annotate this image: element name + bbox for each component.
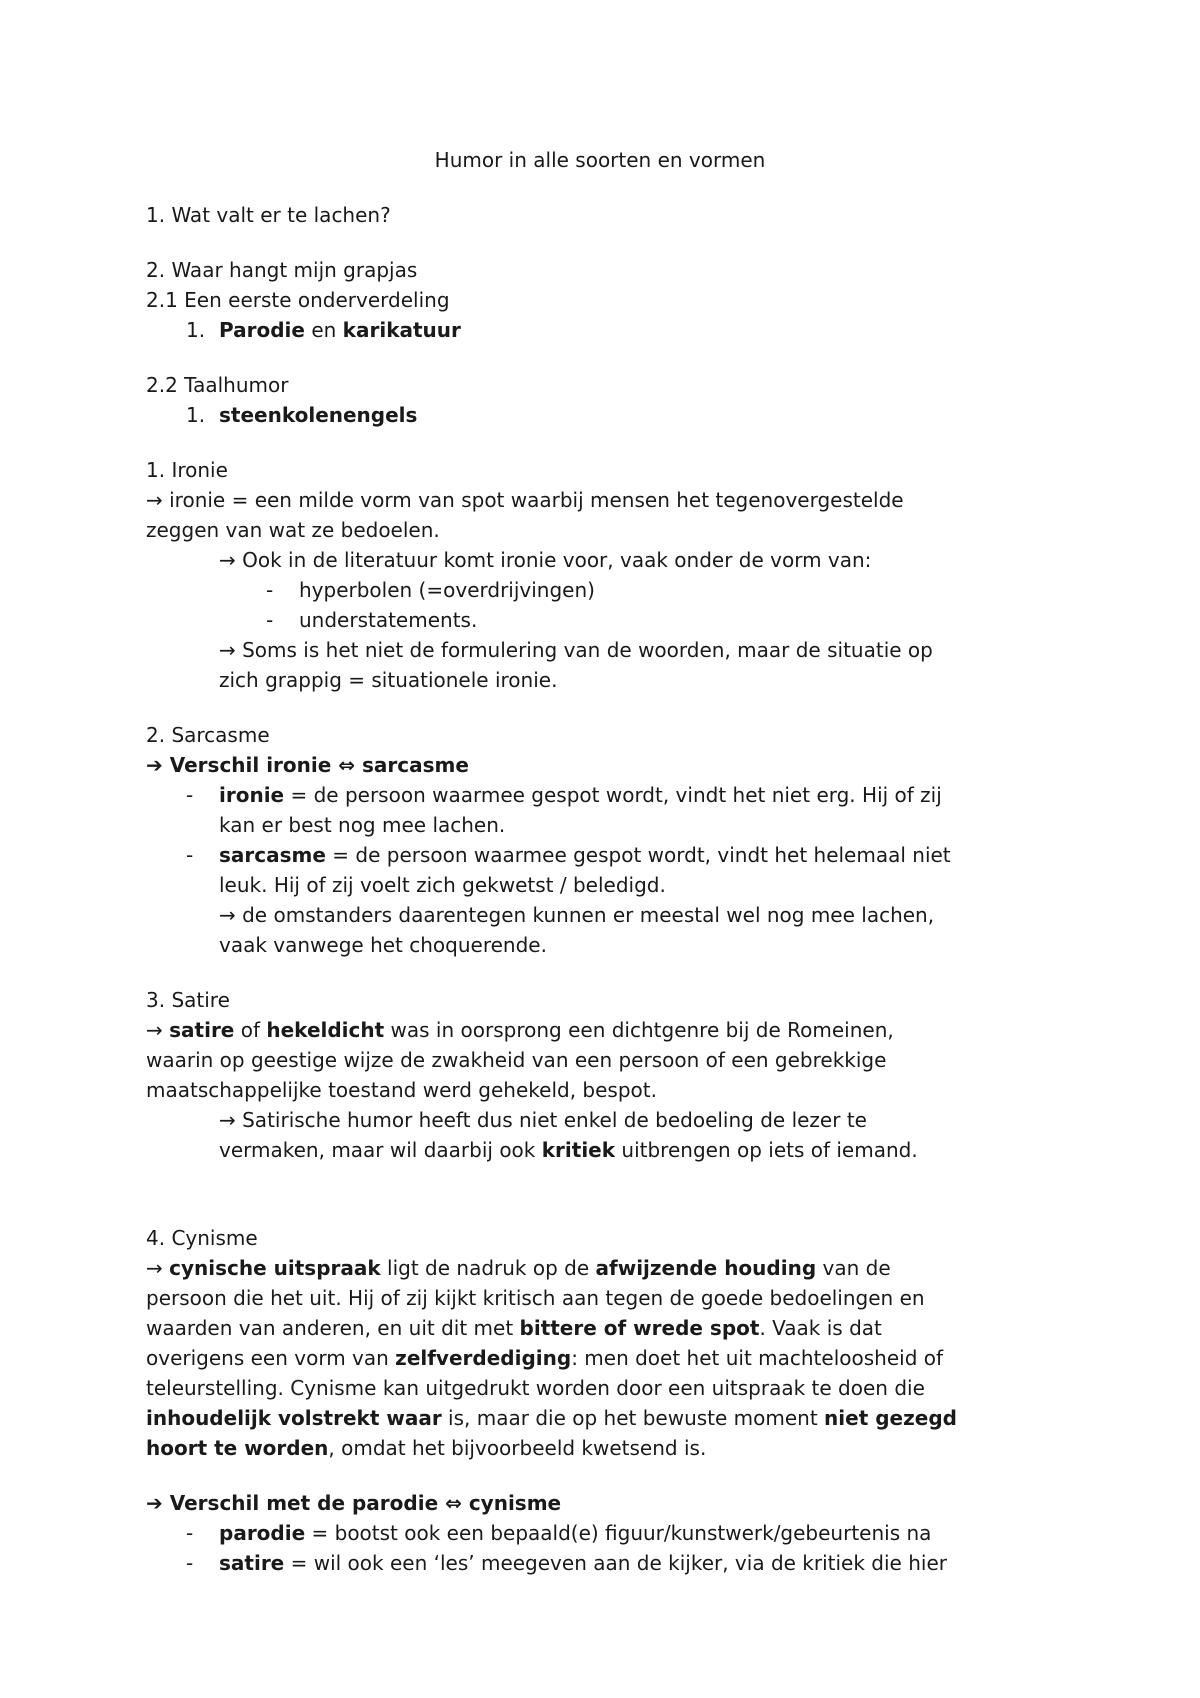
subheading-bold: ➔ Verschil ironie ⇔ sarcasme	[146, 753, 469, 777]
list-item	[146, 400, 1066, 430]
term-bold: satire	[169, 1018, 235, 1042]
term-bold: sarcasme	[219, 843, 326, 867]
section-heading: 1. Wat valt er te lachen?	[146, 203, 391, 227]
paragraph-line: → satire of hekeldicht was in oorsprong een dichtgenre bij de Romeinen,	[146, 1018, 894, 1042]
paragraph-line: leuk. Hij of zij voelt zich gekwetst / beledigd.	[219, 873, 666, 897]
list-item: - parodie = bootst ook een bepaald(e) figuur/kunstwerk/gebeurtenis na	[146, 1518, 1066, 1548]
paragraph-line: → de omstanders daarentegen kunnen er meestal wel nog mee lachen,	[219, 903, 935, 927]
dash-bullet: -	[186, 783, 194, 807]
subsection-heading: 2.1 Een eerste onderverdeling	[146, 288, 450, 312]
paragraph-line: maatschappelijke toestand werd gehekeld, bespot.	[146, 1078, 657, 1102]
dash-bullet: -	[186, 1551, 194, 1575]
list-item: 1. Parodie en karikatuur	[146, 315, 1066, 345]
section-heading: 1. Ironie	[146, 458, 228, 482]
list-item: - sarcasme = de persoon waarmee gespot wordt, vindt het helemaal niet	[146, 840, 1066, 870]
paragraph-line: hoort te worden, omdat het bijvoorbeeld kwetsend is.	[146, 1436, 707, 1460]
subheading-bold: ➔ Verschil met de parodie ⇔ cynisme	[146, 1491, 562, 1515]
document-title: Humor in alle soorten en vormen	[434, 148, 766, 172]
term-bold: kritiek	[541, 1138, 616, 1162]
term-bold: parodie	[219, 1521, 306, 1545]
term-bold: satire	[219, 1551, 285, 1575]
paragraph-line: zeggen van wat ze bedoelen.	[146, 518, 440, 542]
paragraph-line: → Ook in de literatuur komt ironie voor, vaak onder de vorm van:	[219, 548, 872, 572]
dash-bullet: -	[186, 843, 194, 867]
subsection-heading: 2.2 Taalhumor	[146, 373, 289, 397]
list-number: 1.	[186, 318, 206, 342]
term-bold: bittere of wrede spot	[519, 1316, 760, 1340]
paragraph-line: → ironie = een milde vorm van spot waarbij mensen het tegenovergestelde	[146, 488, 904, 512]
paragraph-line: waarin op geestige wijze de zwakheid van een persoon of een gebrekkige	[146, 1048, 887, 1072]
paragraph-line: persoon die het uit. Hij of zij kijkt kritisch aan tegen de goede bedoelingen en	[146, 1286, 925, 1310]
section-heading: 2. Waar hangt mijn grapjas	[146, 258, 418, 282]
paragraph-line: overigens een vorm van zelfverdediging: men doet het uit machteloosheid of	[146, 1346, 944, 1370]
term-bold: cynische uitspraak	[169, 1256, 381, 1280]
paragraph-line: → cynische uitspraak ligt de nadruk op de afwijzende houding van de	[146, 1256, 891, 1280]
paragraph-line: vermaken, maar wil daarbij ook kritiek uitbrengen op iets of iemand.	[219, 1138, 918, 1162]
paragraph-line: → Soms is het niet de formulering van de woorden, maar de situatie op	[219, 638, 933, 662]
list-item: - ironie = de persoon waarmee gespot wordt, vindt het niet erg. Hij of zij	[146, 780, 1066, 810]
term-bold: Parodie	[219, 318, 305, 342]
list-number: 1.	[186, 403, 206, 427]
term-bold: ironie	[219, 783, 285, 807]
section-heading: 3. Satire	[146, 988, 230, 1012]
term-bold: inhoudelijk volstrekt waar	[146, 1406, 442, 1430]
paragraph-line: → Satirische humor heeft dus niet enkel de bedoeling de lezer te	[219, 1108, 867, 1132]
dash-bullet: -	[266, 608, 274, 632]
paragraph-line: teleurstelling. Cynisme kan uitgedrukt worden door een uitspraak te doen die	[146, 1376, 925, 1400]
document-body	[146, 145, 1066, 1578]
section-heading: 2. Sarcasme	[146, 723, 270, 747]
paragraph-line: kan er best nog mee lachen.	[219, 813, 506, 837]
dash-bullet: -	[266, 578, 274, 602]
term-bold: afwijzende houding	[595, 1256, 817, 1280]
section-heading: 4. Cynisme	[146, 1226, 258, 1250]
term-bold: zelfverdediging	[395, 1346, 572, 1370]
paragraph-line: inhoudelijk volstrekt waar is, maar die op het bewuste moment niet gezegd	[146, 1406, 957, 1430]
paragraph-line: waarden van anderen, en uit dit met bittere of wrede spot. Vaak is dat	[146, 1316, 882, 1340]
list-item: - hyperbolen (=overdrijvingen)	[146, 575, 1066, 605]
paragraph-line: vaak vanwege het choquerende.	[219, 933, 547, 957]
term-bold: hoort te worden	[146, 1436, 329, 1460]
list-item: - satire = wil ook een ‘les’ meegeven aan de kijker, via de kritiek die hier	[146, 1548, 1066, 1578]
term-bold: niet gezegd	[824, 1406, 957, 1430]
list-item: - understatements.	[146, 605, 1066, 635]
dash-bullet: -	[186, 1521, 194, 1545]
term-bold: hekeldicht	[266, 1018, 385, 1042]
term-bold: steenkolenengels	[219, 403, 418, 427]
term-bold: karikatuur	[342, 318, 461, 342]
paragraph-line: zich grappig = situationele ironie.	[219, 668, 558, 692]
